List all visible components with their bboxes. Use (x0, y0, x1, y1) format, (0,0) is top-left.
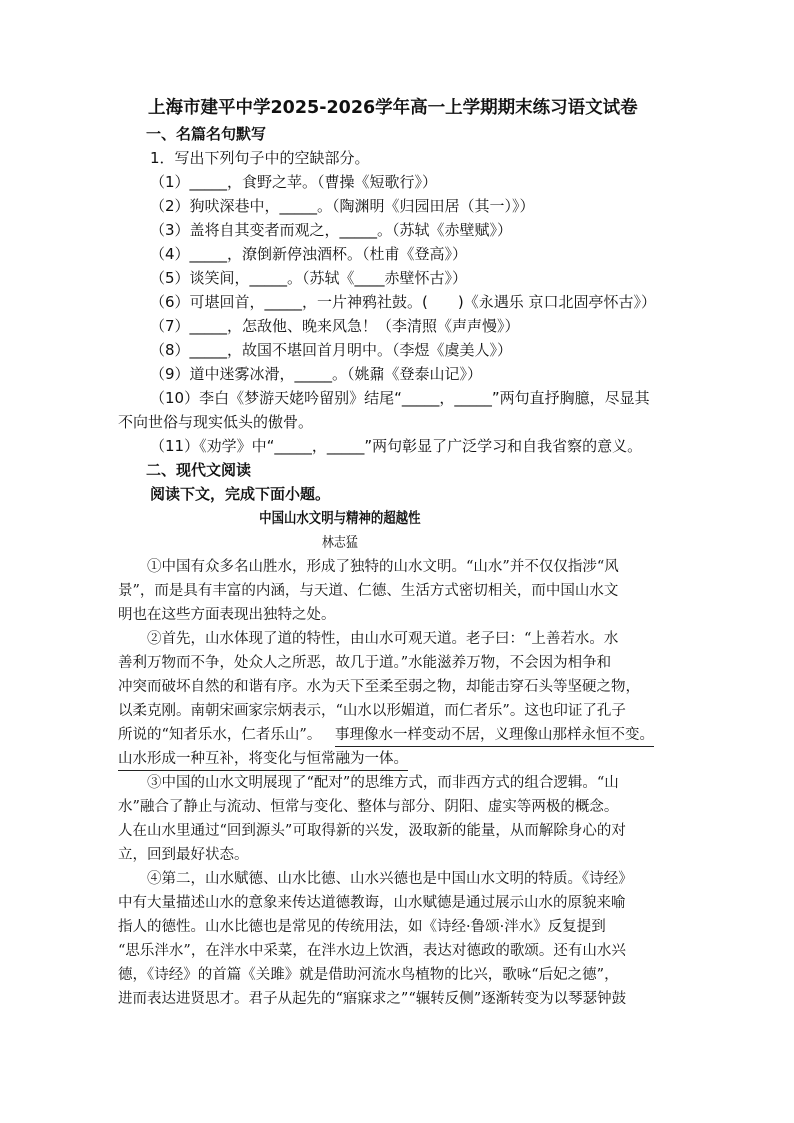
fill-item: （8）_____，故国不堪回首月明中。（李煜《虞美人》） (150, 341, 513, 359)
fill-item: （7）_____，怎敌他、晚来风急！（李清照《声声慢》） (150, 317, 520, 335)
article-line: ③中国的山水文明展现了“配对”的思维方式，而非西方式的组合逻辑。“山 (147, 775, 619, 791)
article-line: 景”，而是具有丰富的内涵，与天道、仁德、生活方式密切相关，而中国山水文 (118, 583, 619, 599)
fill-item: （6）可堪回首，_____，一片神鸦社鼓。( )《永遇乐 京口北固亭怀古》） (150, 293, 657, 311)
fill-item: （1）_____，食野之苹。（曹操《短歌行》） (150, 173, 438, 191)
article-line: 水”融合了静止与流动、恒常与变化、整体与部分、阴阳、虚实等两极的概念。 (118, 799, 619, 815)
article-line: 善利万物而不争，处众人之所恶，故几于道。”水能滋养万物，不会因为相争和 (118, 655, 612, 671)
article-author: 林志猛 (321, 535, 358, 551)
article-line: 指人的德性。山水比德也是常见的传统用法，如《诗经·鲁颂·泮水》反复提到 (118, 919, 606, 935)
article-line: “思乐泮水”，在泮水中采菜，在泮水边上饮酒，表达对德政的歌颂。还有山水兴 (118, 943, 626, 959)
article-line: 明也在这些方面表现出独特之处。 (118, 607, 336, 623)
article-line: 人在山水里通过“回到源头”可取得新的兴发，汲取新的能量，从而解除身心的对 (118, 823, 626, 839)
article-title: 中国山水文明与精神的超越性 (259, 510, 421, 527)
article-line: 以柔克刚。南朝宋画家宗炳表示，“山水以形媚道，而仁者乐”。这也印证了孔子 (118, 703, 626, 719)
fill-item: （9）道中迷雾冰滑，_____。（姚鼐《登泰山记》） (150, 365, 483, 383)
article-line: ①中国有众多名山胜水，形成了独特的山水文明。“山水”并不仅仅指涉“风 (147, 559, 619, 575)
section-heading-1: 一、名篇名句默写 (146, 125, 267, 143)
fill-item: （3）盖将自其变者而观之，_____。（苏轼《赤壁赋》） (150, 221, 513, 239)
fill-item: （5）谈笑间，_____。（苏轼《____赤壁怀古》） (150, 269, 468, 287)
article-line: ④第二，山水赋德、山水比德、山水兴德也是中国山水文明的特质。《诗经》 (147, 871, 633, 887)
article-line: 立，回到最好状态。 (118, 847, 249, 863)
question-1-prompt: 1．写出下列句子中的空缺部分。 (150, 149, 370, 167)
page-title: 上海市建平中学2025-2026学年高一上学期期末练习语文试卷 (148, 98, 638, 118)
fill-item-10-line2: 不向世俗与现实低头的傲骨。 (118, 413, 314, 431)
article-line: 冲突而破坏自然的和谐有序。水为天下至柔至弱之物，却能击穿石头等坚硬之物， (118, 679, 640, 695)
reading-instruction: 阅读下文，完成下面小题。 (150, 485, 331, 503)
article-line: ②首先，山水体现了道的特性，由山水可观天道。老子曰：“上善若水。水 (147, 631, 619, 647)
underlined-sentence: 事理像水一样变动不居，义理像山那样永恒不变。 (335, 725, 654, 747)
article-line: 进而表达进贤思才。君子从起先的“寤寐求之”“辗转反侧”逐渐转变为以琴瑟钟鼓 (118, 991, 627, 1007)
article-line: 中有大量描述山水的意象来传达道德教诲，山水赋德是通过展示山水的原貌来喻 (118, 895, 626, 911)
fill-item: （2）狗吠深巷中，_____。（陶渊明《归园田居（其一）》） (150, 197, 535, 215)
underlined-sentence: 山水形成一种互补，将变化与恒常融为一体。 (118, 749, 408, 771)
section-heading-2: 二、现代文阅读 (146, 461, 252, 479)
fill-item-10-line1: （10）李白《梦游天姥吟留别》结尾“_____，_____”两句直抒胸臆，尽显其 (150, 389, 650, 407)
fill-item: （4）_____，潦倒新停浊酒杯。（杜甫《登高》） (150, 245, 468, 263)
article-line: 德，《诗经》的首篇《关雎》就是借助河流水鸟植物的比兴，歌咏“后妃之德”， (118, 967, 619, 983)
article-line: 所说的“知者乐水，仁者乐山”。 (118, 727, 322, 743)
fill-item-11: （11）《劝学》中“_____，_____”两句彰显了广泛学习和自我省察的意义。 (150, 437, 643, 455)
